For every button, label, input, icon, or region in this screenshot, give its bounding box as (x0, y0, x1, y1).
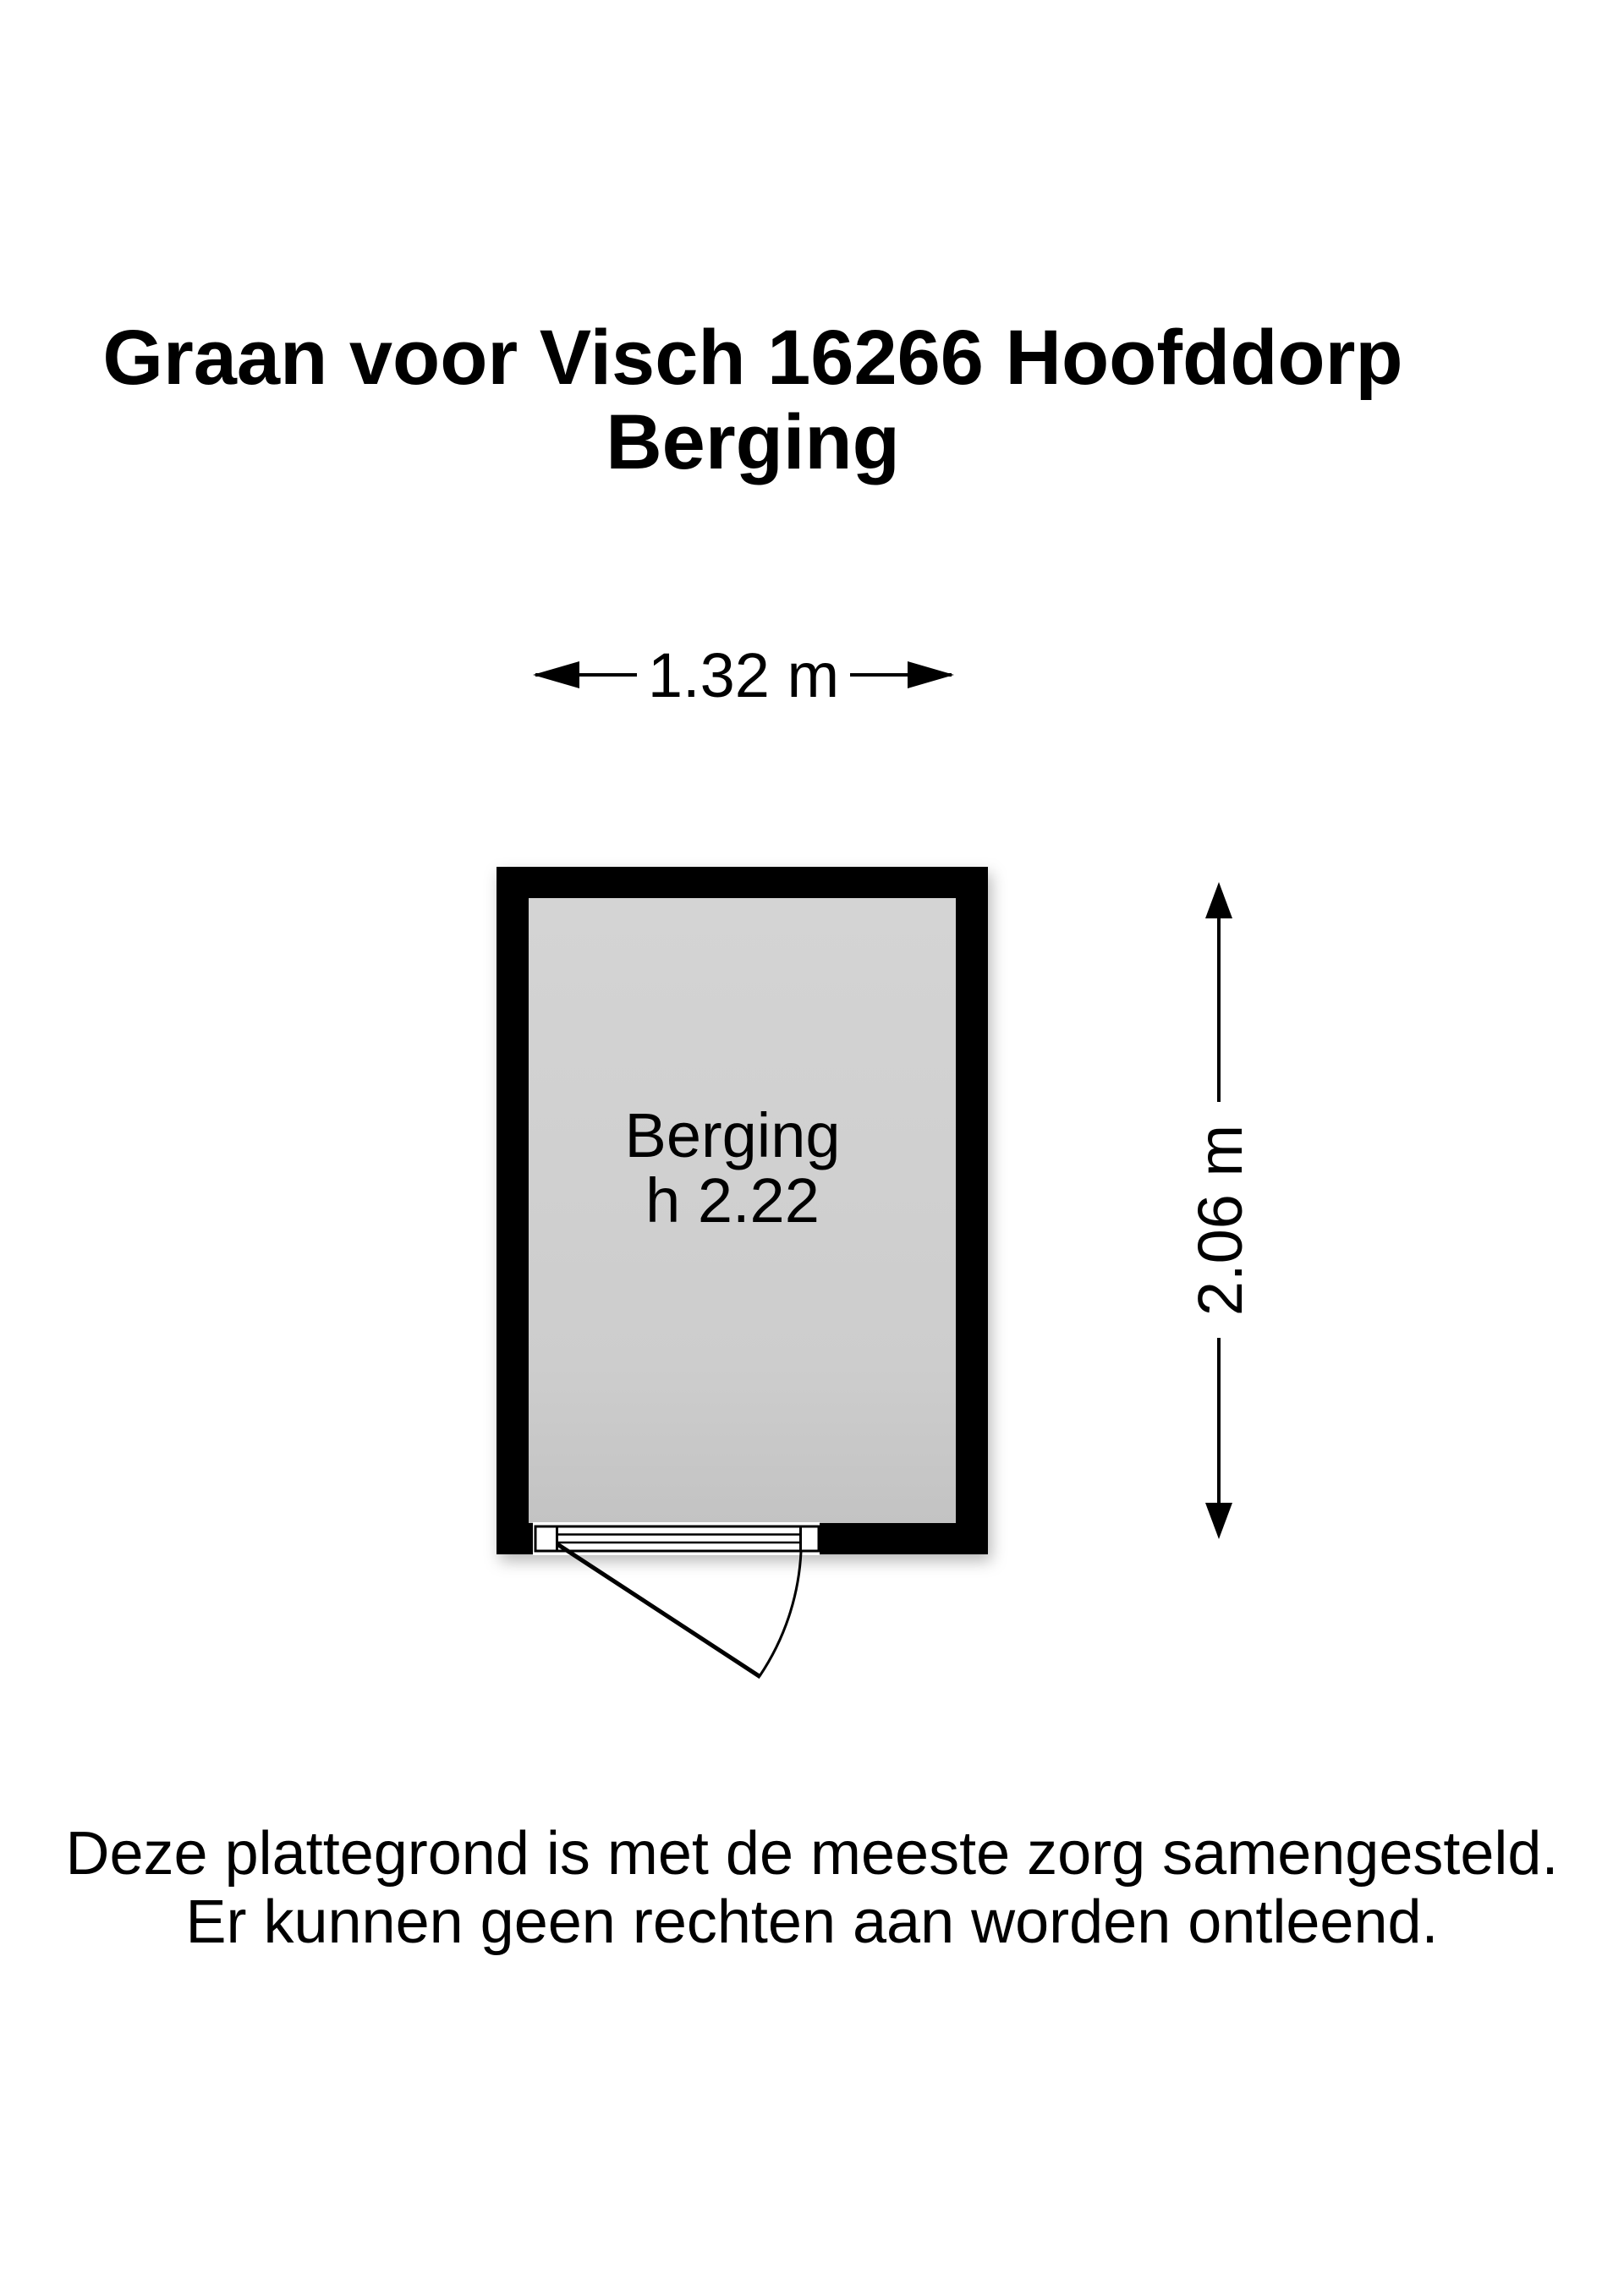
height-dimension-label: 2.06 m (1185, 1124, 1255, 1317)
room-height-label: h 2.22 (645, 1165, 820, 1236)
arrowhead-up-icon (1205, 882, 1232, 918)
disclaimer-line1: Deze plattegrond is met de meeste zorg samengesteld. (65, 1820, 1559, 1888)
arrowhead-down-icon (1205, 1503, 1232, 1539)
arrowhead-right-icon (908, 661, 954, 688)
height-dimension (1185, 882, 1255, 1539)
door-leaf (557, 1544, 760, 1677)
arrowhead-left-icon (533, 661, 579, 688)
door-swing-arc (760, 1552, 801, 1676)
disclaimer (0, 1820, 1624, 1957)
door-threshold (535, 1526, 819, 1551)
room-name-label: Berging (624, 1100, 841, 1170)
threshold-frame (535, 1526, 819, 1551)
width-dimension (533, 640, 954, 710)
disclaimer-line2: Er kunnen geen rechten aan worden ontleend. (185, 1888, 1439, 1956)
title-line2: Berging (606, 399, 900, 485)
title-line1: Graan voor Visch 16266 Hoofddorp (102, 315, 1403, 401)
width-dimension-label: 1.32 m (647, 640, 840, 710)
